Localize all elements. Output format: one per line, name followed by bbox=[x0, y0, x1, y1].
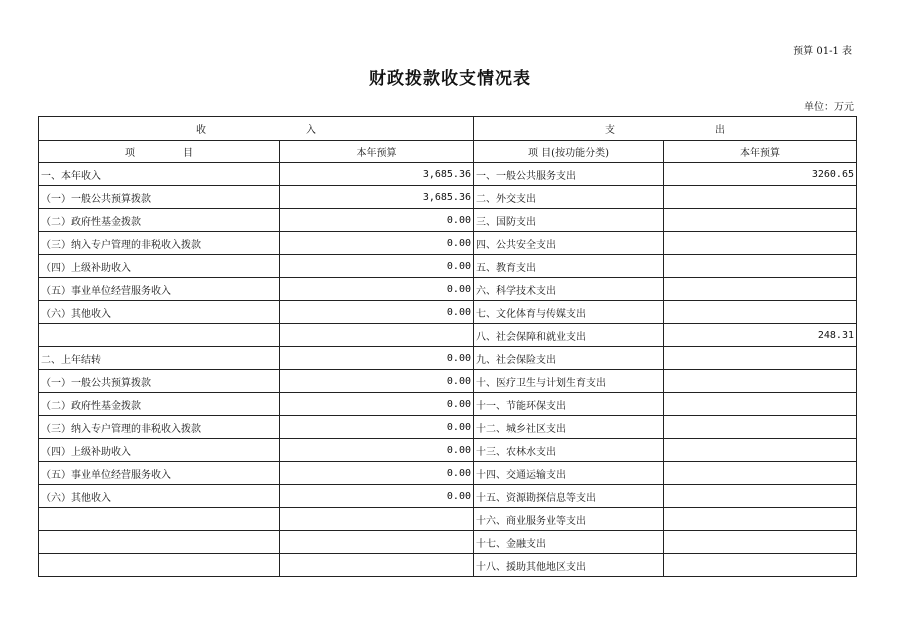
expense-group-char-2: 出 bbox=[715, 125, 725, 136]
income-value-cell bbox=[280, 531, 474, 554]
income-value-cell: 0.00 bbox=[280, 393, 474, 416]
expense-item-cell: 十一、节能环保支出 bbox=[474, 393, 664, 416]
table-row bbox=[39, 301, 857, 324]
income-value-cell bbox=[280, 554, 474, 577]
expense-item-cell: 十二、城乡社区支出 bbox=[474, 416, 664, 439]
table-row bbox=[39, 439, 857, 462]
table-row bbox=[39, 554, 857, 577]
income-item-cell: （一）一般公共预算拨款 bbox=[39, 186, 280, 209]
income-value-cell: 0.00 bbox=[280, 232, 474, 255]
income-item-cell: （六）其他收入 bbox=[39, 301, 280, 324]
expense-value-cell bbox=[664, 255, 857, 278]
expense-value-cell bbox=[664, 485, 857, 508]
table-row bbox=[39, 163, 857, 186]
income-item-header bbox=[39, 141, 280, 163]
expense-item-cell: 四、公共安全支出 bbox=[474, 232, 664, 255]
table-row bbox=[39, 255, 857, 278]
expense-item-cell: 十六、商业服务业等支出 bbox=[474, 508, 664, 531]
income-item-cell: （一）一般公共预算拨款 bbox=[39, 370, 280, 393]
expense-value-cell bbox=[664, 554, 857, 577]
form-number: 预算 01-1 表 bbox=[793, 46, 852, 57]
income-item-cell: （五）事业单位经营服务收入 bbox=[39, 278, 280, 301]
table-row bbox=[39, 416, 857, 439]
column-header-row bbox=[39, 141, 857, 163]
expense-value-cell bbox=[664, 278, 857, 301]
expense-group-header bbox=[474, 117, 857, 141]
income-value-cell: 3,685.36 bbox=[280, 186, 474, 209]
income-item-cell bbox=[39, 508, 280, 531]
expense-item-cell: 十三、农林水支出 bbox=[474, 439, 664, 462]
expense-value-cell bbox=[664, 393, 857, 416]
expense-value-cell: 3260.65 bbox=[664, 163, 857, 186]
table-row bbox=[39, 209, 857, 232]
income-item-cell: 二、上年结转 bbox=[39, 347, 280, 370]
table-row bbox=[39, 347, 857, 370]
page-title: 财政拨款收支情况表 bbox=[369, 69, 531, 89]
expense-budget-header: 本年预算 bbox=[664, 141, 857, 163]
income-item-cell bbox=[39, 324, 280, 347]
expense-value-cell bbox=[664, 531, 857, 554]
income-value-cell: 0.00 bbox=[280, 462, 474, 485]
expense-item-cell: 十七、金融支出 bbox=[474, 531, 664, 554]
income-value-cell bbox=[280, 508, 474, 531]
income-item-cell: （三）纳入专户管理的非税收入拨款 bbox=[39, 416, 280, 439]
income-value-cell: 0.00 bbox=[280, 347, 474, 370]
budget-table bbox=[38, 116, 857, 577]
income-item-cell bbox=[39, 554, 280, 577]
expense-item-cell: 五、教育支出 bbox=[474, 255, 664, 278]
table-row bbox=[39, 324, 857, 347]
table-row bbox=[39, 370, 857, 393]
income-item-cell: （五）事业单位经营服务收入 bbox=[39, 462, 280, 485]
table-row bbox=[39, 186, 857, 209]
expense-value-cell bbox=[664, 209, 857, 232]
table-row bbox=[39, 232, 857, 255]
expense-item-header: 项 目(按功能分类) bbox=[474, 141, 664, 163]
income-group-header bbox=[39, 117, 474, 141]
expense-item-cell: 九、社会保险支出 bbox=[474, 347, 664, 370]
expense-item-cell: 八、社会保障和就业支出 bbox=[474, 324, 664, 347]
income-value-cell: 0.00 bbox=[280, 416, 474, 439]
expense-item-cell: 六、科学技术支出 bbox=[474, 278, 664, 301]
expense-item-cell: 三、国防支出 bbox=[474, 209, 664, 232]
expense-item-cell: 一、一般公共服务支出 bbox=[474, 163, 664, 186]
income-value-cell: 0.00 bbox=[280, 255, 474, 278]
expense-value-cell bbox=[664, 301, 857, 324]
expense-item-cell: 十、医疗卫生与计划生育支出 bbox=[474, 370, 664, 393]
expense-value-cell bbox=[664, 416, 857, 439]
income-item-cell: 一、本年收入 bbox=[39, 163, 280, 186]
income-group-char-2: 入 bbox=[306, 125, 316, 136]
income-value-cell bbox=[280, 324, 474, 347]
income-budget-header: 本年预算 bbox=[280, 141, 474, 163]
expense-value-cell bbox=[664, 439, 857, 462]
income-item-cell bbox=[39, 531, 280, 554]
expense-value-cell bbox=[664, 462, 857, 485]
income-value-cell: 0.00 bbox=[280, 301, 474, 324]
group-header-row bbox=[39, 117, 857, 141]
expense-item-cell: 十八、援助其他地区支出 bbox=[474, 554, 664, 577]
income-value-cell: 0.00 bbox=[280, 370, 474, 393]
income-item-cell: （四）上级补助收入 bbox=[39, 439, 280, 462]
expense-item-cell: 十四、交通运输支出 bbox=[474, 462, 664, 485]
income-value-cell: 0.00 bbox=[280, 439, 474, 462]
table-row bbox=[39, 462, 857, 485]
expense-value-cell bbox=[664, 370, 857, 393]
table-body bbox=[39, 163, 857, 577]
expense-value-cell bbox=[664, 232, 857, 255]
income-item-cell: （三）纳入专户管理的非税收入拨款 bbox=[39, 232, 280, 255]
table-row bbox=[39, 508, 857, 531]
expense-group-char-1: 支 bbox=[605, 125, 615, 136]
income-item-char-1: 项 bbox=[125, 148, 135, 159]
income-item-cell: （二）政府性基金拨款 bbox=[39, 393, 280, 416]
income-value-cell: 0.00 bbox=[280, 209, 474, 232]
income-item-cell: （六）其他收入 bbox=[39, 485, 280, 508]
expense-value-cell: 248.31 bbox=[664, 324, 857, 347]
table-row bbox=[39, 531, 857, 554]
expense-item-cell: 七、文化体育与传媒支出 bbox=[474, 301, 664, 324]
table-row bbox=[39, 278, 857, 301]
expense-value-cell bbox=[664, 508, 857, 531]
income-value-cell: 0.00 bbox=[280, 485, 474, 508]
expense-item-cell: 二、外交支出 bbox=[474, 186, 664, 209]
table-row bbox=[39, 485, 857, 508]
income-item-char-2: 目 bbox=[183, 148, 193, 159]
income-item-cell: （四）上级补助收入 bbox=[39, 255, 280, 278]
expense-item-cell: 十五、资源勘探信息等支出 bbox=[474, 485, 664, 508]
table-row bbox=[39, 393, 857, 416]
expense-value-cell bbox=[664, 347, 857, 370]
expense-value-cell bbox=[664, 186, 857, 209]
income-value-cell: 0.00 bbox=[280, 278, 474, 301]
income-item-cell: （二）政府性基金拨款 bbox=[39, 209, 280, 232]
unit-label: 单位：万元 bbox=[804, 102, 854, 113]
income-value-cell: 3,685.36 bbox=[280, 163, 474, 186]
income-group-char-1: 收 bbox=[196, 125, 206, 136]
